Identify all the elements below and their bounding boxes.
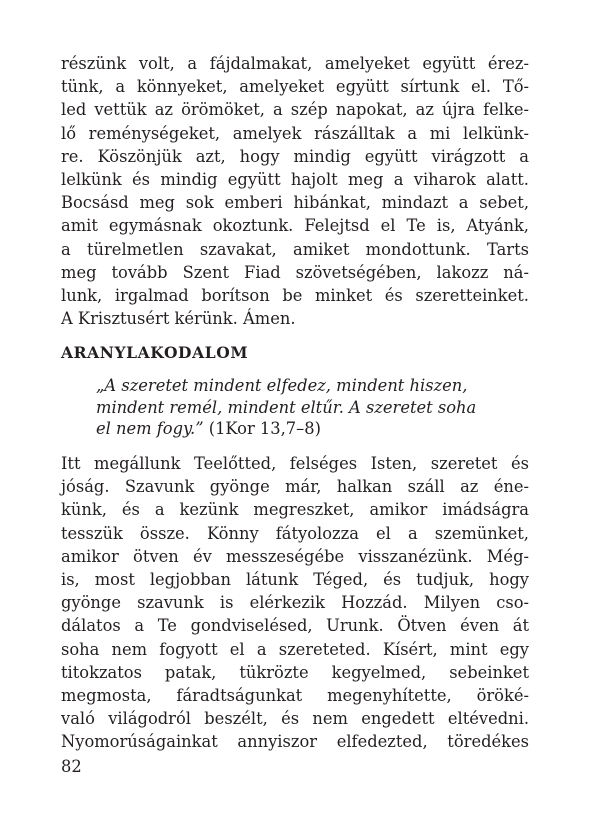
text-line: Itt megállunk Teelőtted, felséges Isten, szeretet és: [61, 454, 529, 473]
text-line: led vettük az örömöket, a szép napokat, az újra felke-: [61, 100, 529, 120]
text-line: jóság. Szavunk gyönge már, halkan száll az éne-: [61, 477, 529, 497]
page-number: 82: [61, 757, 82, 776]
text-line: Bocsásd meg sok emberi hibánkat, mindazt a sebet,: [61, 193, 529, 213]
text-line: való világodról beszélt, és nem engedett eltévedni.: [61, 709, 529, 729]
quote-text: „A szeretet mindent elfedez, mindent hiszen,: [96, 376, 468, 395]
text-line: dálatos a Te gondviselésed, Urunk. Ötven éven át: [61, 616, 529, 636]
text-line: is, most legjobban látunk Téged, és tudjuk, hogy: [61, 569, 529, 589]
quote-line: [96, 418, 516, 440]
quote-line: [96, 397, 516, 419]
text-line: gyönge szavunk is elérkezik Hozzád. Milyen cso-: [61, 593, 529, 613]
text-line: meg tovább Szent Fiad szövetségében, lakozz ná-: [61, 262, 529, 282]
paragraph-prayer-continued: [61, 52, 529, 330]
paragraph-prayer: [61, 452, 529, 753]
section-heading: ARANYLAKODALOM: [61, 343, 249, 362]
epigraph-quote: [96, 375, 516, 440]
text-line: künk, és a kezünk megreszket, amikor imádságra: [61, 500, 529, 520]
text-line: titokzatos patak, tükrözte kegyelmed, sebeinket: [61, 662, 529, 682]
quote-line: [96, 375, 516, 397]
text-line: a türelmetlen szavakat, amiket mondottunk. Tarts: [61, 239, 529, 259]
text-line: részünk volt, a fájdalmakat, amelyeket együtt érez-: [61, 54, 529, 73]
bible-reference: (1Kor 13,7–8): [203, 419, 322, 438]
text-line: re. Köszönjük azt, hogy mindig együtt virágzott a: [61, 146, 529, 166]
text-line: amikor ötven év messzeségébe visszanézünk. Még-: [61, 546, 529, 566]
text-line: Nyomorúságainkat annyiszor elfedezted, töredékes: [61, 732, 529, 752]
quote-text: el nem fogy.”: [96, 419, 204, 438]
text-line: amit egymásnak okoztunk. Felejtsd el Te is, Atyánk,: [61, 216, 529, 236]
quote-text: mindent remél, mindent eltűr. A szeretet soha: [96, 397, 477, 417]
text-line: lő reménységeket, amelyek rászálltak a mi lelkünk-: [61, 123, 529, 143]
text-line: A Krisztusért kérünk. Ámen.: [61, 309, 296, 329]
text-line: tesszük össze. Könny fátyolozza el a szemünket,: [61, 523, 529, 543]
text-line: soha nem fogyott el a szereteted. Kísért, mint egy: [61, 639, 529, 659]
text-line: megmosta, fáradtságunkat megenyhítette, öröké-: [61, 685, 529, 705]
text-line: lelkünk és mindig együtt hajolt meg a viharok alatt.: [61, 169, 529, 189]
text-line: lunk, irgalmad borítson be minket és szeretteinket.: [61, 285, 529, 305]
text-line: tünk, a könnyeket, amelyeket együtt sírtunk el. Tő-: [61, 77, 529, 97]
